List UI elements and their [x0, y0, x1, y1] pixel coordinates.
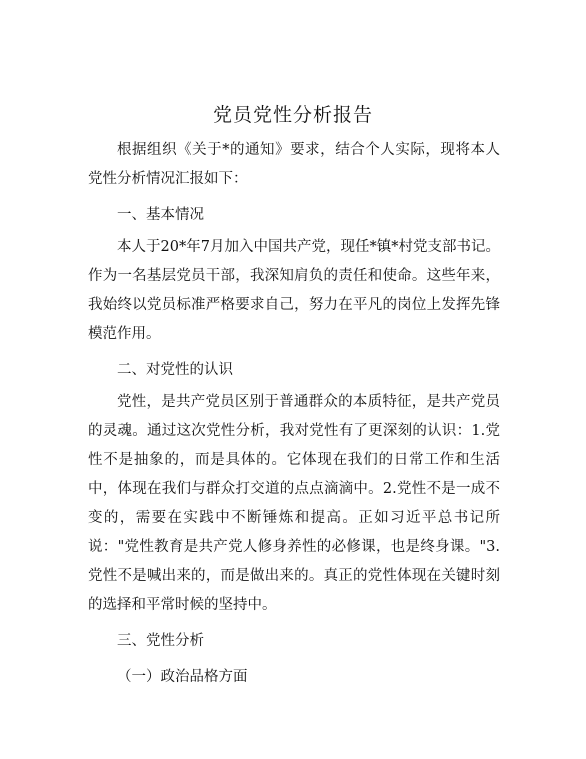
- basic-info-paragraph: 本人于20*年7月加入中国共产党，现任*镇*村党支部书记。作为一名基层党员干部，我深知肩负的责任和使命。这些年来，我始终以党员标准严格要求自己，努力在平凡的岗位上发挥先锋模范作用。: [88, 239, 500, 342]
- section-heading-party-spirit-analysis: 三、党性分析: [117, 633, 204, 649]
- document-body: [88, 136, 500, 695]
- subsection-heading-political-character: （一）政治品格方面: [117, 669, 248, 685]
- document-title: 党员党性分析报告: [212, 104, 373, 126]
- section-heading-party-spirit-understanding: 二、对党性的认识: [117, 362, 233, 378]
- section-heading-basic-info: 一、基本情况: [117, 207, 204, 223]
- intro-paragraph: 根据组织《关于*的通知》要求，结合个人实际，现将本人党性分析情况汇报如下：: [88, 142, 500, 187]
- party-spirit-understanding-paragraph: 党性，是共产党员区别于普通群众的本质特征，是共产党员的灵魂。通过这次党性分析，我对党性有了更深刻的认识：1.党性不是抽象的，而是具体的。它体现在我们的日常工作和生活中，体现在我们与群众打交道的点点滴滴中。2.党性不是一成不变的，需要在实践中不断锤炼和提高。正如习近平总书记所说："党性教育是共产党人修身养性的必修课，也是终身课。"3.党性不是喊出来的，而是做出来的。真正的党性体现在关键时刻的选择和平常时候的坚持中。: [88, 394, 500, 613]
